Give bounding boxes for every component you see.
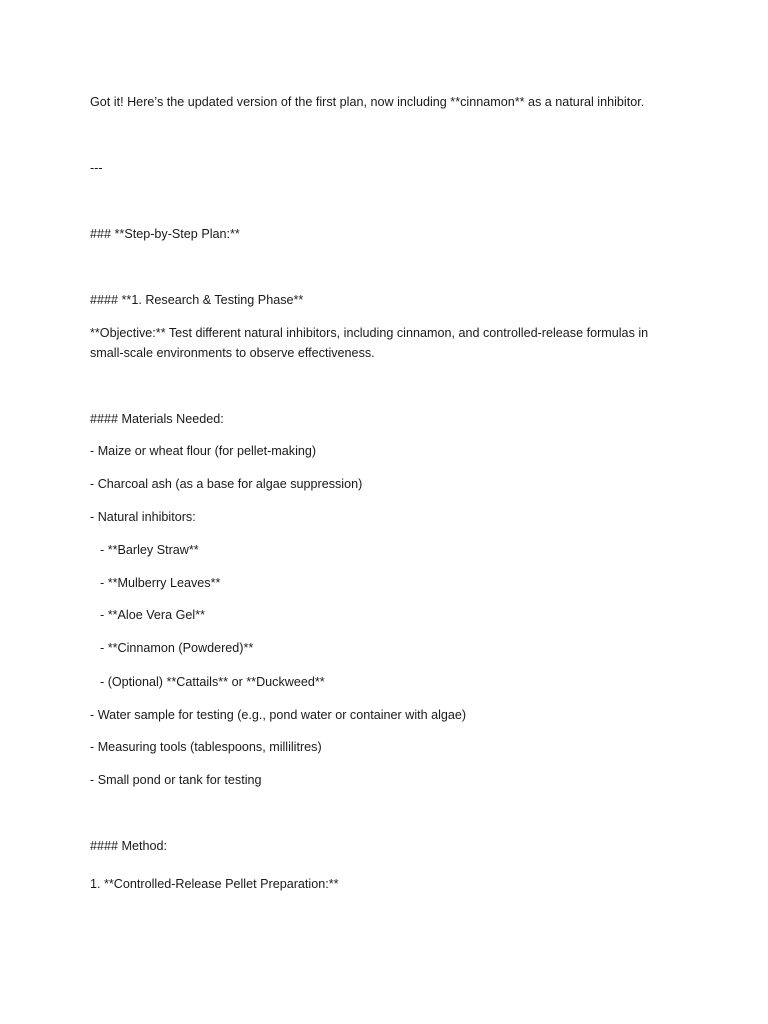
inhibitor-item-barley: - **Barley Straw** (100, 543, 199, 557)
intro-text: Got it! Here’s the updated version of the first plan, now including **cinnamon** as a natural inhibitor. (90, 95, 645, 109)
material-item-charcoal: - Charcoal ash (as a base for algae suppression) (90, 477, 363, 491)
material-item-water-sample: - Water sample for testing (e.g., pond water or container with algae) (90, 708, 467, 722)
objective-line-1: **Objective:** Test different natural inhibitors, including cinnamon, and controlled-release formulas in (90, 326, 649, 340)
heading-step-by-step-plan: ### **Step-by-Step Plan:** (90, 227, 240, 241)
material-item-inhibitors: - Natural inhibitors: (90, 510, 196, 524)
inhibitor-item-mulberry: - **Mulberry Leaves** (100, 576, 221, 590)
heading-materials-needed: #### Materials Needed: (90, 412, 224, 426)
material-item-pond: - Small pond or tank for testing (90, 773, 262, 787)
separator-text: --- (90, 161, 103, 175)
inhibitor-item-cinnamon: - **Cinnamon (Powdered)** (100, 641, 254, 655)
material-item-measuring-tools: - Measuring tools (tablespoons, millilitres) (90, 740, 322, 754)
heading-research-testing-phase: #### **1. Research & Testing Phase** (90, 293, 304, 307)
inhibitor-item-aloe: - **Aloe Vera Gel** (100, 608, 206, 622)
material-item-flour: - Maize or wheat flour (for pellet-making) (90, 444, 317, 458)
method-step-1: 1. **Controlled-Release Pellet Preparation:** (90, 877, 339, 891)
objective-line-2: small-scale environments to observe effectiveness. (90, 346, 375, 360)
inhibitor-item-optional: - (Optional) **Cattails** or **Duckweed** (100, 675, 325, 689)
heading-method: #### Method: (90, 839, 168, 853)
